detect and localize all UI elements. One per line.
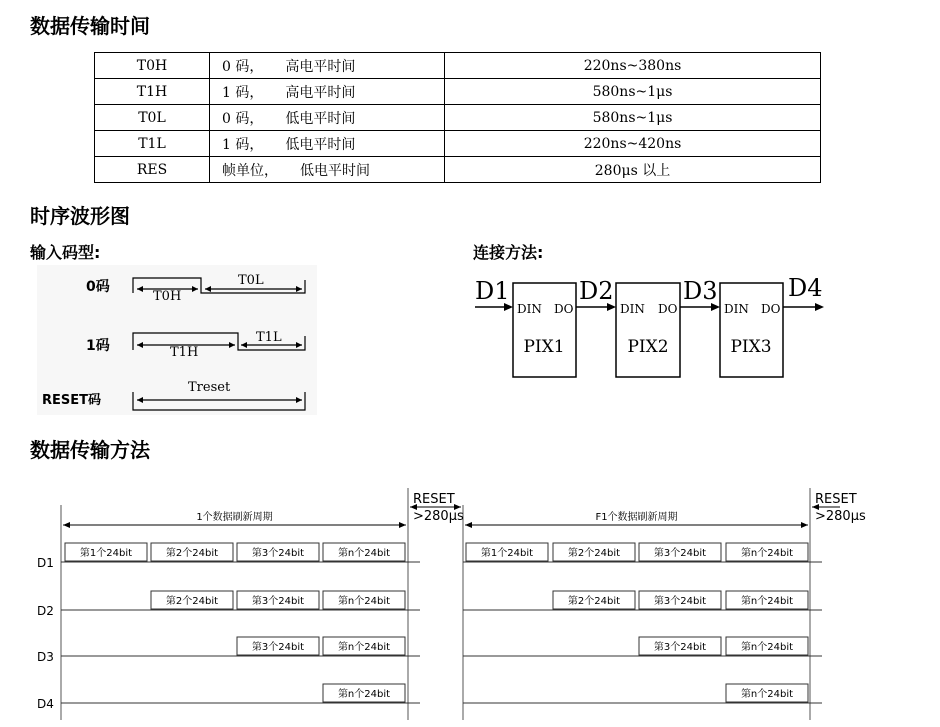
pix3-din: DIN <box>724 302 749 316</box>
timing-code-text: 0 码， <box>222 58 264 75</box>
bit-label: 第3个24bit <box>251 548 305 559</box>
timing-name: T0L <box>95 105 210 131</box>
pix2-label: PIX2 <box>627 337 669 357</box>
reset-time-2: >280μs <box>815 509 866 524</box>
bit-label: 第n个24bit <box>740 642 794 653</box>
period-label: 1个数据刷新周期 <box>196 512 273 523</box>
timing-value: 280μs 以上 <box>445 157 821 183</box>
timing-name: RES <box>95 157 210 183</box>
timing-desc: 低电平时间 <box>285 136 356 153</box>
bit-label: 第3个24bit <box>251 642 305 653</box>
signal-d1: D1 <box>475 277 510 305</box>
timing-value: 580ns~1μs <box>445 79 821 105</box>
bit-label: 第1个24bit <box>480 548 534 559</box>
timing-desc: 低电平时间 <box>285 110 356 127</box>
bit-label: 第2个24bit <box>567 596 621 607</box>
timing-section-title: 数据传输时间 <box>30 14 150 38</box>
reset-label-1: RESET <box>413 492 455 507</box>
timing-code-text: 1 码， <box>222 84 264 101</box>
pix1-label: PIX1 <box>523 337 565 357</box>
line-label: D4 <box>37 697 54 711</box>
signal-d4: D4 <box>788 274 823 302</box>
reset-code-label: RESET码 <box>42 393 102 408</box>
timing-name: T1L <box>95 131 210 157</box>
bit-label: 第2个24bit <box>165 548 219 559</box>
bit-label: 第1个24bit <box>79 548 133 559</box>
timing-value: 580ns~1μs <box>445 105 821 131</box>
reset-label-2: RESET <box>815 492 857 507</box>
bit-label: 第n个24bit <box>337 548 391 559</box>
pix3-label: PIX3 <box>730 337 772 357</box>
bit-label: 第n个24bit <box>740 689 794 700</box>
input-code-label: 输入码型: <box>30 243 101 262</box>
bit-label: 第2个24bit <box>165 596 219 607</box>
bit-label: 第n个24bit <box>337 596 391 607</box>
timing-name: T0H <box>95 53 210 79</box>
signal-d3: D3 <box>683 277 718 305</box>
timing-code-text: 0 码， <box>222 110 264 127</box>
pix3-do: DO <box>761 302 781 316</box>
timing-value: 220ns~420ns <box>445 131 821 157</box>
bit-label: 第n个24bit <box>740 548 794 559</box>
bit-label: 第2个24bit <box>567 548 621 559</box>
timing-value: 220ns~380ns <box>445 53 821 79</box>
period-arrowhead <box>63 522 70 528</box>
period-arrowhead <box>399 522 406 528</box>
period-label: F1个数据刷新周期 <box>595 512 678 523</box>
t0h-label: T0H <box>153 289 182 304</box>
pix2-din: DIN <box>620 302 645 316</box>
pix2-do: DO <box>658 302 678 316</box>
reset-time-1: >280μs <box>413 509 464 524</box>
t0l-label: T0L <box>238 273 264 288</box>
timing-name: T1H <box>95 79 210 105</box>
bit-label: 第3个24bit <box>653 596 707 607</box>
bit-label: 第n个24bit <box>337 642 391 653</box>
pix1-din: DIN <box>517 302 542 316</box>
pix1-do: DO <box>554 302 574 316</box>
signal-d2: D2 <box>579 277 614 305</box>
timing-desc: 高电平时间 <box>285 84 356 101</box>
bit-label: 第n个24bit <box>740 596 794 607</box>
line-label: D1 <box>37 556 54 570</box>
line-label: D3 <box>37 650 54 664</box>
waveform-section-title: 时序波形图 <box>30 204 130 228</box>
bit-label: 第n个24bit <box>337 689 391 700</box>
timing-code-text: 帧单位， <box>222 162 278 179</box>
bit-label: 第3个24bit <box>653 642 707 653</box>
bit-label: 第3个24bit <box>653 548 707 559</box>
timing-desc: 低电平时间 <box>300 162 370 179</box>
timing-desc: 高电平时间 <box>285 58 356 75</box>
line-label: D2 <box>37 604 54 618</box>
period-arrowhead <box>801 522 808 528</box>
code0-label: 0码 <box>86 279 110 295</box>
bit-label: 第3个24bit <box>251 596 305 607</box>
timing-code-text: 1 码， <box>222 136 264 153</box>
period-arrowhead <box>465 522 472 528</box>
code1-label: 1码 <box>86 338 110 354</box>
transfer-section-title: 数据传输方法 <box>30 438 150 462</box>
treset-label: Treset <box>188 380 231 395</box>
t1l-label: T1L <box>256 330 282 345</box>
t1h-label: T1H <box>170 345 199 360</box>
connection-label: 连接方法: <box>473 243 544 262</box>
